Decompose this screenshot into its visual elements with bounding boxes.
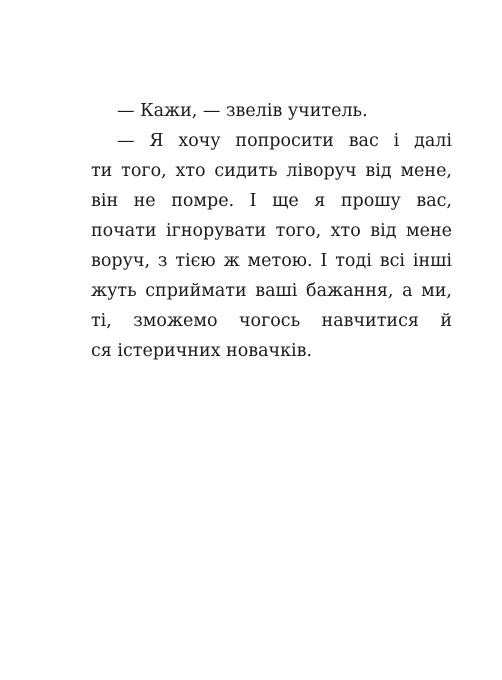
text-line-4: він не помре. І ще я прошу вас, [91, 191, 452, 211]
text-line-8: ті, зможемо чогось навчитися й [91, 311, 452, 331]
text-line-6: воруч, з тією ж метою. І тоді всі інші [91, 251, 452, 271]
text-line-5: почати ігнорувати того, хто від мене [91, 221, 452, 241]
text-line-7: жуть сприймати ваші бажання, а ми, [91, 281, 452, 301]
text-line-9: ся істеричних новачків. [91, 341, 313, 361]
body-text [91, 96, 452, 366]
text-line-3: ти того, хто сидить ліворуч від мене, [91, 161, 452, 181]
text-line-1: — Кажи, — звелів учитель. [117, 101, 368, 121]
text-line-2: — Я хочу попросити вас і далі [117, 131, 452, 151]
